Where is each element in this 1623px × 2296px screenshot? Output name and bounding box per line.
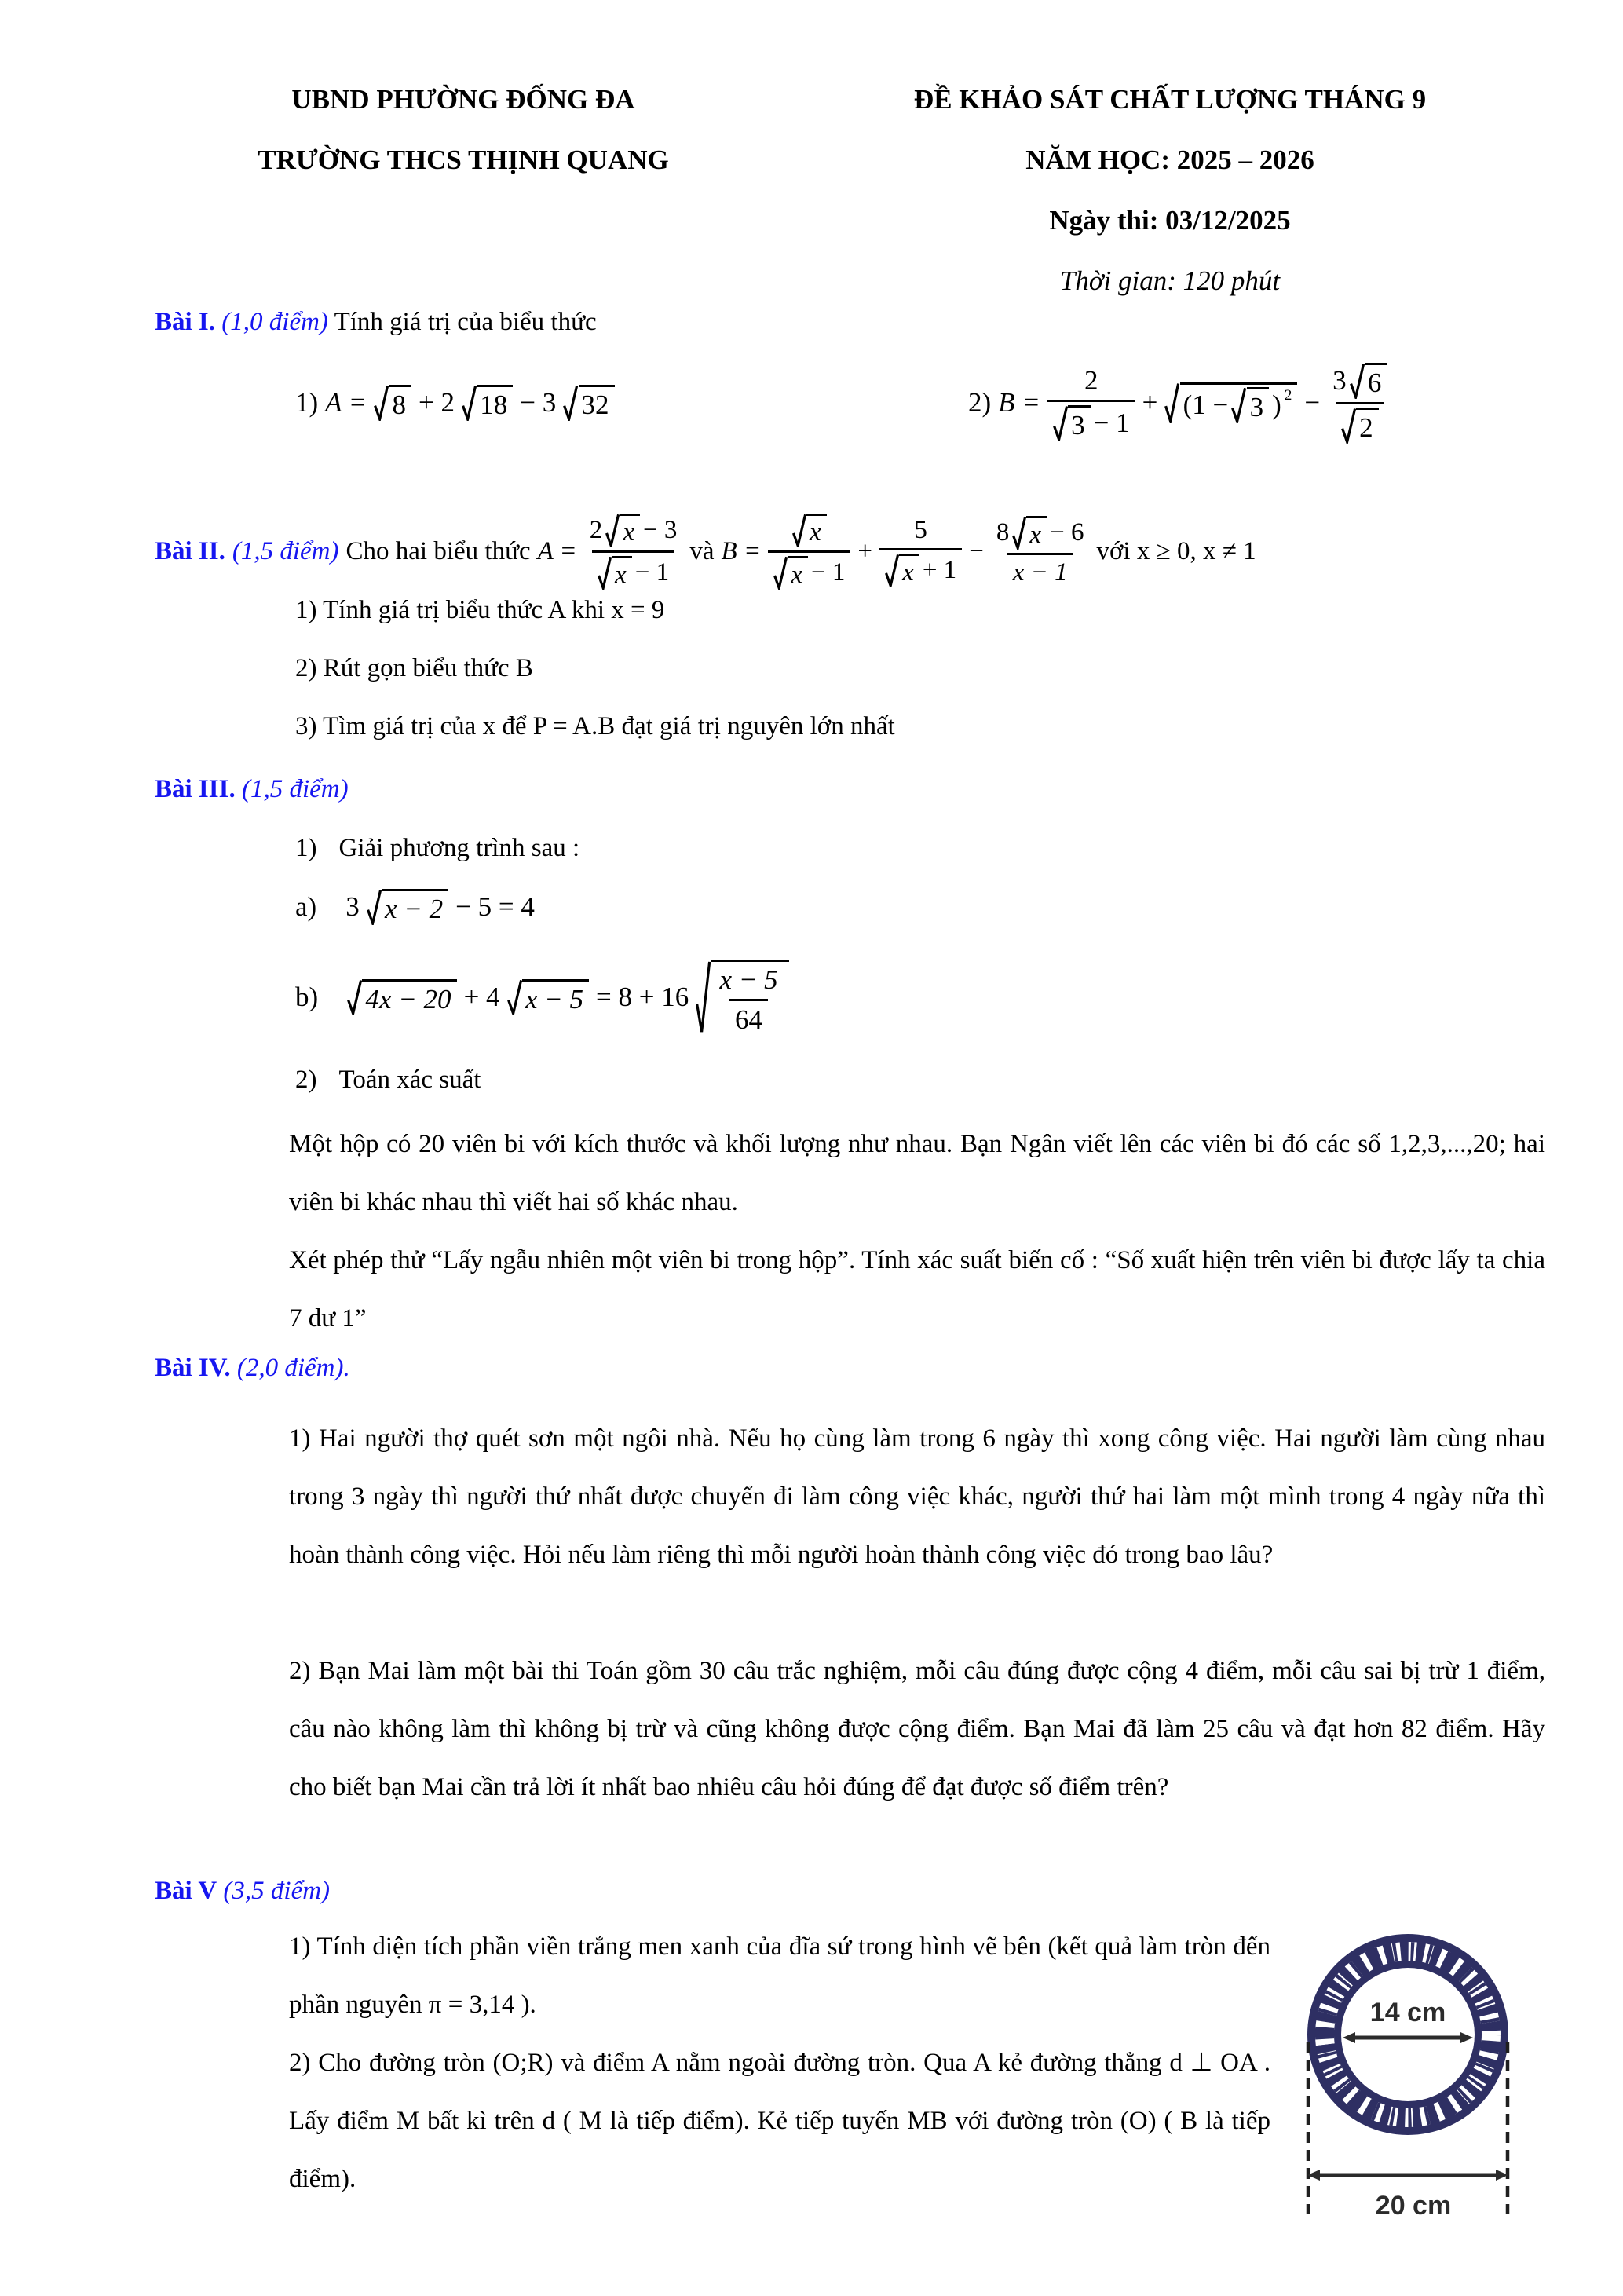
radical-tick-icon	[696, 960, 711, 1036]
inner-diameter-label: 14 cm	[1369, 1998, 1446, 2027]
exam-title-line1: ĐỀ KHẢO SÁT CHẤT LƯỢNG THÁNG 9	[913, 84, 1427, 115]
radical-tick-icon	[1341, 408, 1356, 444]
section-5-points: (3,5 điểm)	[223, 1877, 331, 1905]
sqrt-term: (1 − 3 ) 2	[1164, 382, 1297, 423]
item-number: 1)	[295, 834, 317, 862]
operator: − 3	[520, 387, 557, 418]
section-1-intro: Tính giá trị của biểu thức	[334, 308, 597, 336]
plate-inner-circle	[1341, 1968, 1475, 2101]
item-text: Giải phương trình sau :	[338, 834, 580, 862]
operator: + 2	[419, 387, 455, 418]
radical-tick-icon	[347, 979, 362, 1015]
header-left	[188, 69, 738, 190]
item-number: 2)	[295, 1066, 317, 1094]
radical-tick-icon	[507, 979, 522, 1015]
section-5-label: Bài V	[155, 1877, 217, 1905]
item-text: Toán xác suất	[338, 1066, 481, 1094]
section-3-item-1	[295, 832, 579, 865]
operator: + 4	[463, 982, 500, 1012]
sqrt-term: 3	[1231, 387, 1269, 423]
section-4-label: Bài IV.	[155, 1354, 231, 1382]
section-2-label: Bài II.	[155, 536, 225, 565]
radical-tick-icon	[462, 385, 477, 421]
section-4-heading	[155, 1352, 350, 1384]
section-1-heading	[155, 306, 597, 338]
exam-duration: Thời gian: 120 phút	[1059, 265, 1281, 296]
exam-title-line2: NĂM HỌC: 2025 – 2026	[1025, 144, 1314, 175]
item-number: 2)	[968, 387, 992, 418]
plate-diagram	[1288, 1922, 1528, 2248]
formula-lead: B =	[721, 536, 762, 565]
fraction: 3 6 2	[1327, 363, 1392, 444]
section-4-paragraph-1: 1) Hai người thợ quét sơn một ngôi nhà. Nếu họ cùng làm trong 6 ngày thì xong công việc. Hai người làm cùng nhau trong 3 ngày thì người thứ nhất được chuyển đi làm công việc khác, người thứ hai làm một mình trong 4 ngày nữa thì hoàn thành công việc. Hỏi nếu làm riêng thì mỗi người hoàn thành công việc đó trong bao lâu?	[289, 1424, 1545, 1569]
section-4-points: (2,0 điểm).	[236, 1354, 350, 1382]
section-3-label: Bài III.	[155, 775, 236, 803]
sqrt-term: 3	[1053, 405, 1091, 441]
radical-tick-icon	[885, 554, 899, 587]
operator: +	[1142, 387, 1158, 418]
operator: +	[857, 536, 873, 565]
section-2-points: (1,5 điểm)	[232, 536, 339, 565]
sqrt-term: 2	[1341, 408, 1379, 444]
domain-condition: với x ≥ 0, x ≠ 1	[1096, 536, 1256, 565]
sqrt-term: x − 5	[507, 979, 589, 1015]
sqrt-term: 4x − 20	[347, 979, 456, 1015]
sqrt-term: 32	[563, 385, 614, 421]
radical-tick-icon	[1231, 387, 1246, 423]
section-3-paragraph-2: Xét phép thử “Lấy ngẫu nhiên một viên bi trong hộp”. Tính xác suất biến cố : “Số xuất hiện trên viên bi được lấy ta chia 7 dư 1”	[289, 1246, 1545, 1333]
plate-figure	[1288, 1922, 1528, 2252]
section-5-paragraph-1: 1) Tính diện tích phần viền trắng men xanh của đĩa sứ trong hình vẽ bên (kết quả làm tròn đến phần nguyên π = 3,14 ).	[289, 1932, 1270, 2019]
section-1-label: Bài I.	[155, 308, 216, 336]
equation-a: a) 3 x − 2 − 5 = 4	[295, 878, 535, 936]
formula-1-2	[968, 352, 1392, 454]
section-3-heading	[155, 773, 349, 806]
fraction-B2: 5 x + 1	[879, 516, 962, 587]
fraction-B3: 8 x − 6 x − 1	[991, 516, 1090, 587]
sqrt-term: x	[773, 556, 808, 590]
equation-b	[295, 936, 789, 1058]
fraction: x − 5 64	[719, 963, 778, 1035]
item-letter: a)	[295, 891, 317, 922]
section-2-item-1: 1) Tính giá trị biểu thức A khi x = 9	[295, 596, 665, 624]
exam-date: Ngày thi: 03/12/2025	[1049, 205, 1291, 236]
section-3-points: (1,5 điểm)	[241, 775, 349, 803]
section-5-paragraph-2: 2) Cho đường tròn (O;R) và điểm A nằm ngoài đường tròn. Qua A kẻ đường thẳng d ⊥ OA . Lấy điểm M bất kì trên d ( M là tiếp điểm). Kẻ tiếp tuyến MB với đường tròn (O) ( B là tiếp điểm).	[289, 2049, 1270, 2193]
section-4-paragraph-2: 2) Bạn Mai làm một bài thi Toán gồm 30 câu trắc nghiệm, mỗi câu đúng được cộng 4 điểm, mỗi câu sai bị trừ 1 điểm, câu nào không làm thì không bị trừ và cũng không được cộng điểm. Bạn Mai đã làm 25 câu và đạt hơn 82 điểm. Hãy cho biết bạn Mai cần trả lời ít nhất bao nhiêu câu hỏi đúng để đạt được số điểm trên?	[289, 1657, 1545, 1801]
org-name-line1: UBND PHƯỜNG ĐỐNG ĐA	[291, 84, 635, 115]
sqrt-term: x − 2	[367, 889, 448, 925]
operator: −	[969, 536, 984, 565]
sqrt-term: x	[885, 554, 919, 587]
formula-lead: A =	[537, 536, 577, 565]
sqrt-term: 18	[462, 385, 513, 421]
sqrt-term: 6	[1350, 363, 1387, 399]
radical-tick-icon	[563, 385, 578, 421]
section-5-heading	[155, 1875, 330, 1907]
radical-tick-icon	[367, 889, 382, 925]
section-2-item-3: 3) Tìm giá trị của x để P = A.B đạt giá trị nguyên lớn nhất	[295, 712, 895, 740]
sqrt-term: x	[598, 556, 632, 590]
formula-lead: B =	[998, 387, 1040, 418]
operator: = 8 + 16	[595, 982, 689, 1012]
radical-tick-icon	[773, 556, 788, 590]
sqrt-term: x	[1012, 516, 1047, 550]
section-2-intro: Cho hai biểu thức	[345, 536, 531, 565]
radical-tick-icon	[1164, 382, 1179, 423]
fraction-A: 2 x − 3 x − 1	[584, 514, 683, 590]
sqrt-term: x	[605, 514, 640, 547]
radical-tick-icon	[1012, 516, 1026, 550]
org-name-line2: TRƯỜNG THCS THỊNH QUANG	[258, 144, 669, 175]
section-3-item-2	[295, 1064, 481, 1096]
radical-tick-icon	[792, 514, 806, 547]
sqrt-term-tall	[696, 960, 788, 1036]
formula-lead: A =	[325, 387, 367, 418]
radical-tick-icon	[374, 385, 389, 421]
section-2-item-2: 2) Rút gọn biểu thức B	[295, 654, 533, 682]
radical-tick-icon	[598, 556, 612, 590]
conjunction: và	[689, 536, 715, 565]
item-letter: b)	[295, 982, 319, 1012]
outer-diameter-label: 20 cm	[1375, 2191, 1452, 2221]
operator: −	[1304, 387, 1321, 418]
formula-1-1	[295, 352, 615, 454]
section-1-points: (1,0 điểm)	[221, 308, 328, 336]
header-right	[793, 69, 1547, 311]
section-3-paragraph-1: Một hộp có 20 viên bi với kích thước và khối lượng như nhau. Bạn Ngân viết lên các viên bi đó các số 1,2,3,...,20; hai viên bi khác nhau thì viết hai số khác nhau.	[289, 1130, 1545, 1216]
item-number: 1)	[295, 387, 319, 418]
radical-tick-icon	[1053, 405, 1068, 441]
sqrt-term: x	[792, 514, 827, 547]
radical-tick-icon	[605, 514, 620, 547]
fraction-B1: x x − 1	[768, 514, 850, 590]
sqrt-term: 8	[374, 385, 411, 421]
section-2-heading	[155, 496, 1256, 606]
fraction: 2 3 − 1	[1047, 365, 1135, 441]
radical-tick-icon	[1350, 363, 1365, 399]
superscript: 2	[1284, 387, 1292, 404]
